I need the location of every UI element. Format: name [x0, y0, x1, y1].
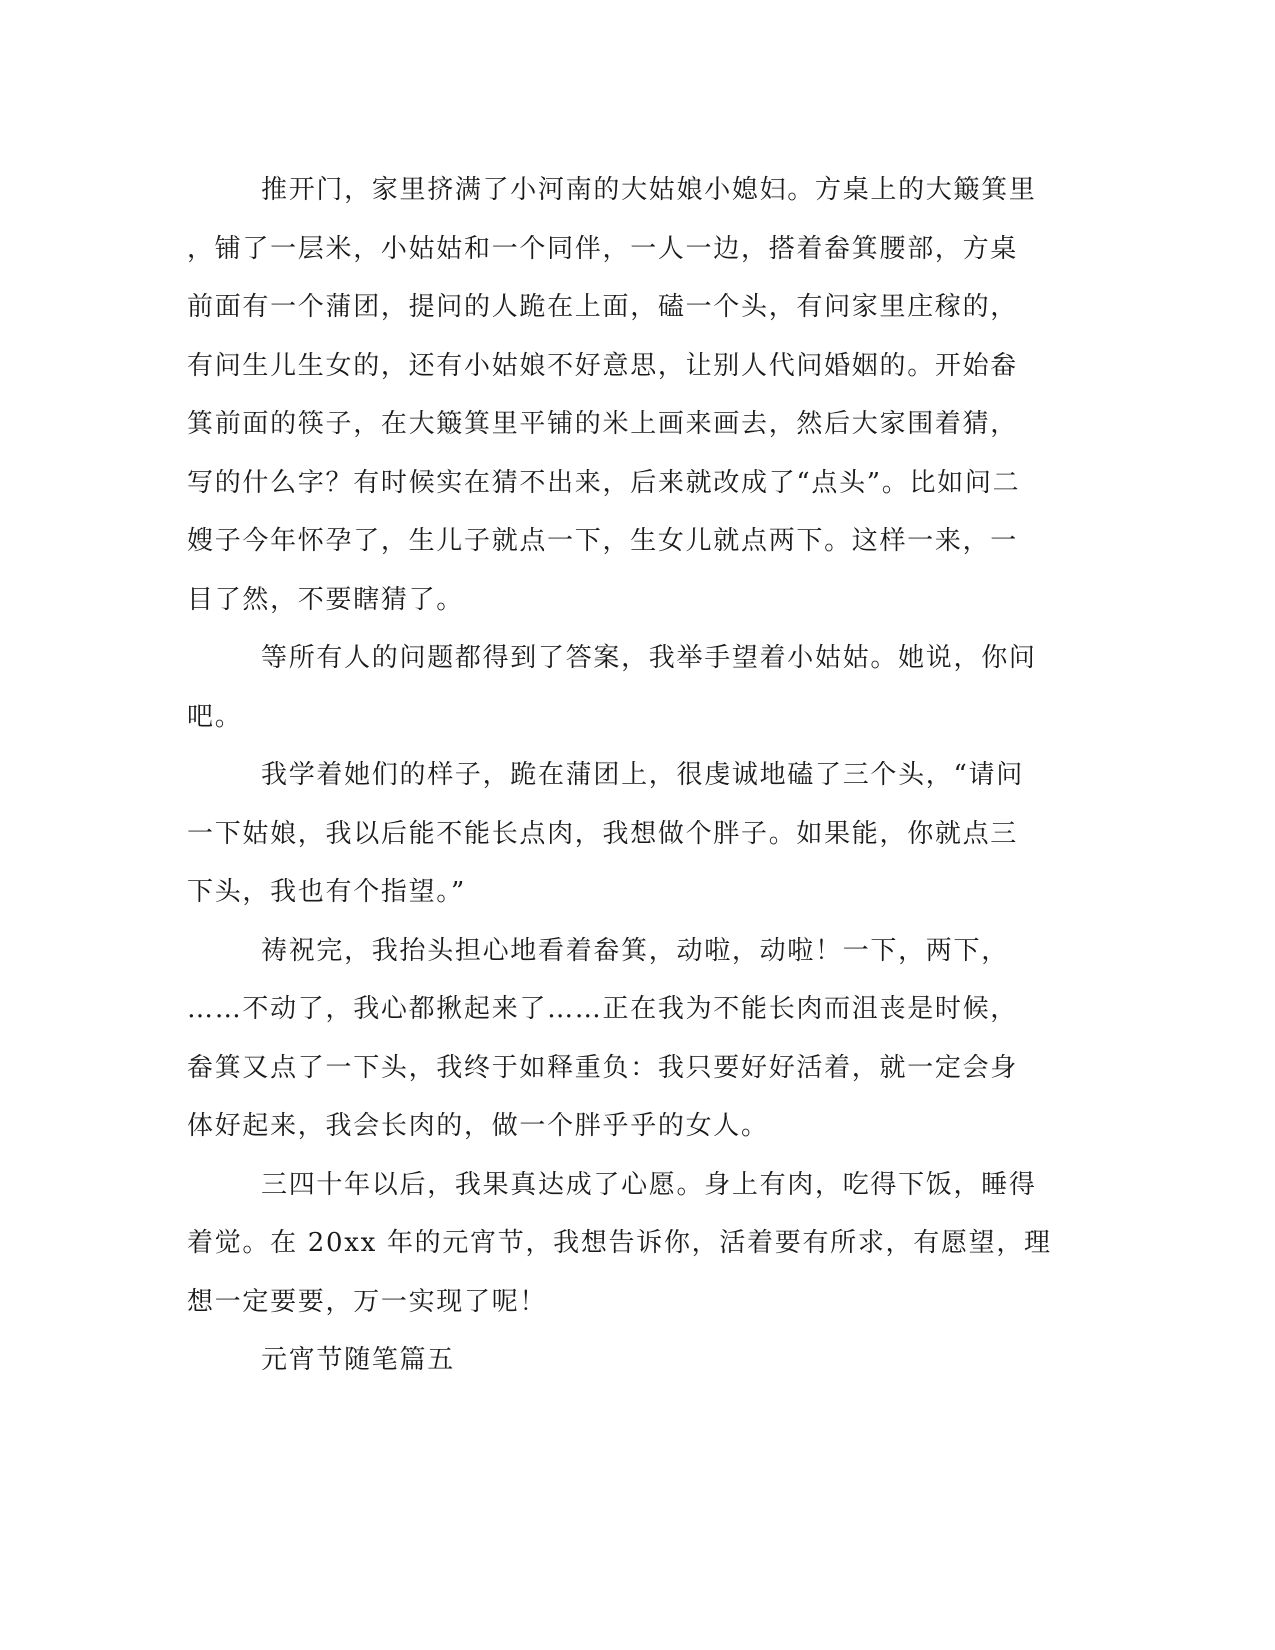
text-line: 一下姑娘，我以后能不能长点肉，我想做个胖子。如果能，你就点三: [187, 818, 1019, 849]
text-line: 吧。: [187, 701, 243, 732]
text-line: 目了然，不要瞎猜了。: [187, 584, 465, 615]
text-line: 着觉。在 20xx 年的元宵节，我想告诉你，活着要有所求，有愿望，理: [187, 1228, 1052, 1258]
text-line: ……不动了，我心都揪起来了……正在我为不能长肉而沮丧是时候，: [187, 994, 1019, 1024]
text-line: 有问生儿生女的，还有小姑娘不好意思，让别人代问婚姻的。开始畚: [187, 350, 1019, 381]
section-heading: 元宵节随笔篇五: [261, 1345, 455, 1375]
text-line: ，铺了一层米，小姑姑和一个同伴，一人一边，搭着畚箕腰部，方桌: [187, 233, 1019, 264]
text-line: 体好起来，我会长肉的，做一个胖乎乎的女人。: [187, 1111, 769, 1141]
text-line: 想一定要要，万一实现了呢！: [187, 1286, 548, 1317]
text-line: 等所有人的问题都得到了答案，我举手望着小姑姑。她说，你问: [261, 643, 1037, 673]
text-line: 箕前面的筷子，在大簸箕里平铺的米上画来画去，然后大家围着猜，: [187, 409, 1019, 439]
text-line: 三四十年以后，我果真达成了心愿。身上有肉，吃得下饭，睡得: [261, 1169, 1037, 1200]
text-line: 祷祝完，我抬头担心地看着畚箕，动啦，动啦！一下，两下，: [261, 935, 1009, 966]
text-line: 写的什么字？有时候实在猜不出来，后来就改成了“点头”。比如问二: [187, 467, 1021, 498]
text-line: 下头，我也有个指望。”: [187, 877, 466, 907]
text-line: 畚箕又点了一下头，我终于如释重负：我只要好好活着，就一定会身: [187, 1052, 1019, 1083]
text-line: 嫂子今年怀孕了，生儿子就点一下，生女儿就点两下。这样一来，一: [187, 526, 1019, 556]
body-text: [187, 161, 1087, 1390]
text-line: 前面有一个蒲团，提问的人跪在上面，磕一个头，有问家里庄稼的，: [187, 292, 1019, 322]
text-line: 推开门，家里挤满了小河南的大姑娘小媳妇。方桌上的大簸箕里: [261, 175, 1037, 205]
text-line: 我学着她们的样子，跪在蒲团上，很虔诚地磕了三个头，“请问: [261, 760, 1024, 790]
